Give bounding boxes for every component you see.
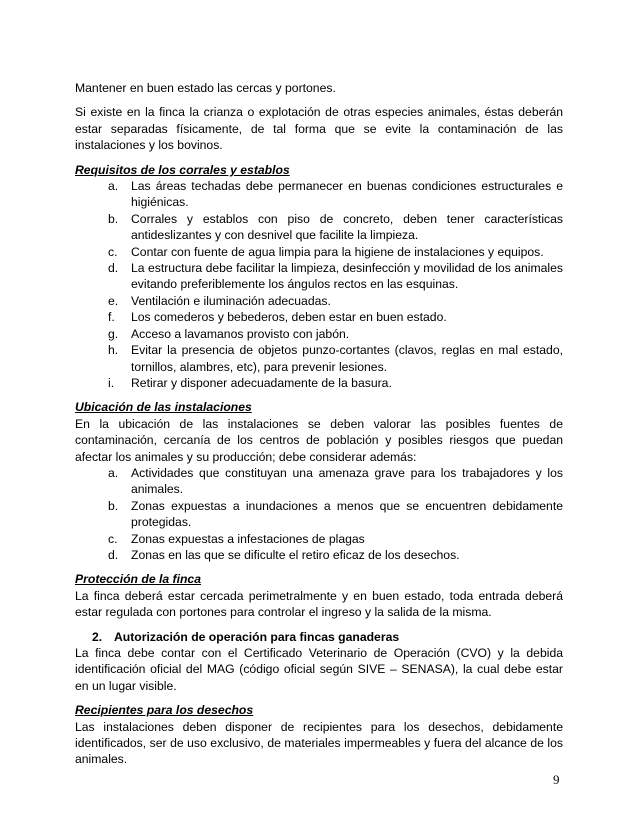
section-title-corrales: Requisitos de los corrales y establos xyxy=(75,162,290,177)
list-marker: g. xyxy=(108,326,119,341)
list-item-text: Las áreas techadas debe permanecer en buenas condiciones estructurales e higiénicas. xyxy=(131,179,563,210)
list-marker: e. xyxy=(108,293,119,308)
section-title-ubicacion: Ubicación de las instalaciones xyxy=(75,400,252,415)
list-marker: c. xyxy=(108,244,118,259)
list-marker: f. xyxy=(108,310,115,325)
list-item-text: Contar con fuente de agua limpia para la higiene de instalaciones y equipos. xyxy=(131,244,544,259)
heading-text: Autorización de operación para fincas ganaderas xyxy=(114,629,400,644)
list-item-text: Actividades que constituyan una amenaza grave para los trabajadores y los animales. xyxy=(131,465,563,497)
page-number: 9 xyxy=(553,772,560,787)
list-item-text: La estructura debe facilitar la limpieza, desinfección y movilidad de los animales evitando preferiblemente los ángulos rectos en las esquinas. xyxy=(131,261,563,292)
list-item xyxy=(75,244,563,260)
list-item xyxy=(75,309,563,325)
list-marker: a. xyxy=(108,465,119,480)
list-item xyxy=(75,342,563,375)
list-marker: i. xyxy=(108,375,115,390)
list-item xyxy=(75,375,563,391)
list-item-text: Zonas expuestas a inundaciones a menos que se encuentren debidamente protegidas. xyxy=(131,498,563,530)
list-corrales xyxy=(75,178,563,391)
list-ubicacion xyxy=(75,465,563,563)
list-marker: b. xyxy=(108,211,119,226)
proteccion-paragraph: La finca deberá estar cercada perimetralmente y en buen estado, toda entrada deberá estar regulada con portones para controlar el ingreso y la salida de la misma. xyxy=(75,588,563,620)
list-item-text: Ventilación e iluminación adecuadas. xyxy=(131,293,331,308)
recipientes-paragraph: Las instalaciones deben disponer de recipientes para los desechos, debidamente identificados, ser de uso exclusivo, de materiales impermeables y fuera del alcance de los animales. xyxy=(75,719,563,767)
autorizacion-paragraph: La finca debe contar con el Certificado Veterinario de Operación (CVO) y la debida identificación oficial del MAG (código oficial según SIVE – SENASA), la cual debe estar en un lugar visible. xyxy=(75,646,563,693)
list-item xyxy=(75,211,563,244)
document-page xyxy=(75,80,563,768)
list-marker: c. xyxy=(108,531,118,546)
list-marker: d. xyxy=(108,547,119,562)
list-marker: b. xyxy=(108,498,119,513)
section-title-recipientes: Recipientes para los desechos xyxy=(75,703,254,718)
list-marker: d. xyxy=(108,261,119,276)
intro-paragraph-1: Mantener en buen estado las cercas y portones. xyxy=(75,81,336,95)
list-item-text: Acceso a lavamanos provisto con jabón. xyxy=(131,326,350,341)
list-marker: h. xyxy=(108,343,119,358)
list-item xyxy=(75,498,563,531)
section-title-proteccion: Protección de la finca xyxy=(75,572,201,587)
list-item-text: Evitar la presencia de objetos punzo-cortantes (clavos, reglas en mal estado, tornillos, alambres, etc), para prevenir lesiones. xyxy=(131,343,563,374)
list-item xyxy=(75,326,563,342)
list-item xyxy=(75,293,563,309)
list-item xyxy=(75,547,563,563)
list-item xyxy=(75,260,563,293)
intro-paragraph-2: Si existe en la finca la crianza o explotación de otras especies animales, éstas deberán estar separadas físicamente, de tal forma que se evite la contaminación de las instalaciones y los bovinos. xyxy=(75,105,563,153)
list-item-text: Los comederos y bebederos, deben estar en buen estado. xyxy=(131,310,447,325)
list-item xyxy=(75,465,563,498)
list-marker: a. xyxy=(108,179,119,194)
list-item xyxy=(75,178,563,211)
list-item-text: Retirar y disponer adecuadamente de la basura. xyxy=(131,375,392,390)
ubicacion-paragraph: En la ubicación de las instalaciones se deben valorar las posibles fuentes de contaminación, cercanía de los centros de población y posibles riesgos que puedan afectar los animales y su producción; debe considerar además: xyxy=(75,416,563,464)
list-item-text: Corrales y establos con piso de concreto, deben tener características antideslizantes y con desnivel que facilite la limpieza. xyxy=(131,211,563,243)
list-item-text: Zonas expuestas a infestaciones de plagas xyxy=(131,531,365,546)
list-item-text: Zonas en las que se dificulte el retiro eficaz de los desechos. xyxy=(131,547,460,562)
numbered-heading-autorizacion xyxy=(75,629,563,645)
heading-number: 2. xyxy=(92,629,103,644)
list-item xyxy=(75,531,563,547)
